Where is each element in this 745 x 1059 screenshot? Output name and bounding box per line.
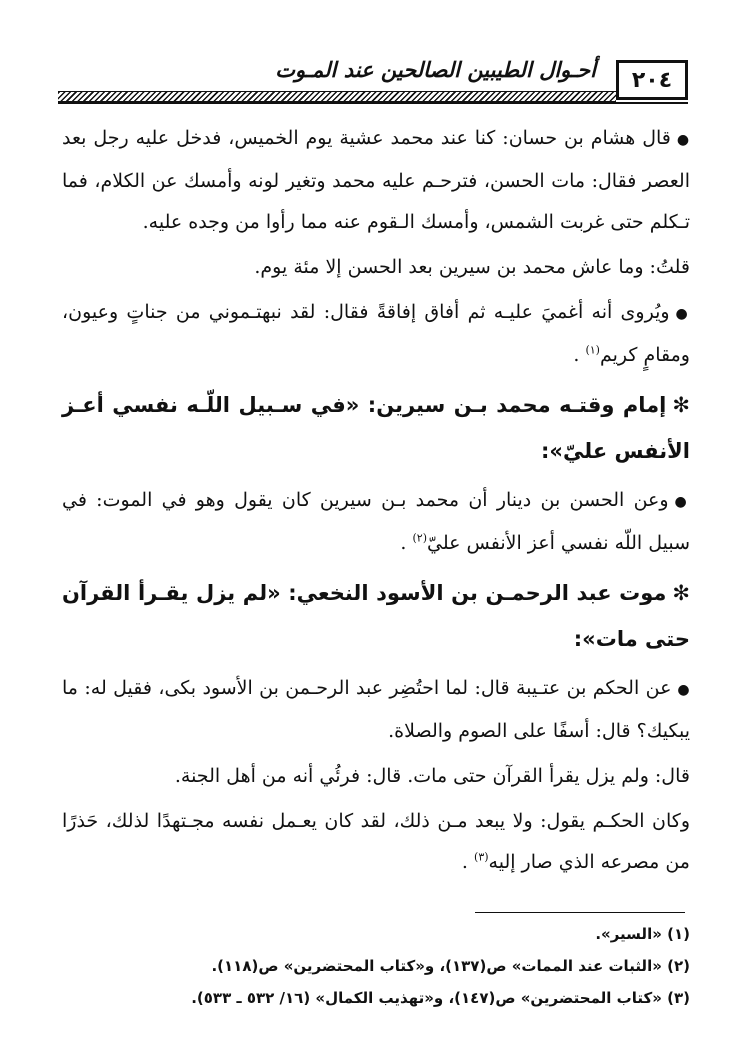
footnote-divider (475, 912, 685, 913)
paragraph-hasan-dinar (62, 480, 690, 564)
heading-text: موت عبد الرحمـن بن الأسود النخعي: «لم يزل يقـرأ القرآن حتى مات»: (62, 581, 690, 651)
paragraph-qultu (62, 247, 690, 288)
paragraph-end: . (400, 532, 413, 554)
footnote-ref: (١) (585, 343, 600, 357)
paragraph-text: عن الحكم بن عتـيبة قال: لما احتُضِر عبد الرحـمن بن الأسود بكى، فقيل له: ما يبكيك؟ قال: أسفًا على الصوم والصلاة. (62, 677, 690, 742)
star-icon: ✻ (672, 581, 690, 605)
paragraph-text: قال هشام بن حسان: كنا عند محمد عشية يوم الخميس، فدخل عليه رجل بعد العصر فقال: مات الحسن، فترحـم عليه محمد وتغير لونه وأمسك عن الكلام، فما تـكلم حتى غربت الشمس، وأمسك الـقوم عنه مما رأوا من وجده عليه. (62, 127, 690, 233)
paragraph-hisham (62, 118, 690, 243)
paragraph-text: ويُروى أنه أغميَ عليـه ثم أفاق إفاقةً فقال: لقد نبهتـموني من جناتٍ وعيون، ومقامٍ كريم (62, 301, 690, 366)
bullet-icon: ● (675, 306, 691, 322)
bullet-icon: ● (676, 132, 690, 148)
page-header (58, 58, 688, 106)
section-heading-ibn-sirin (62, 382, 690, 474)
paragraph-fainting (62, 292, 690, 376)
paragraph-text: قال: ولم يزل يقرأ القرآن حتى مات. قال: فرئُي أنه من أهل الجنة. (174, 765, 690, 787)
section-heading-abdulrahman (62, 570, 690, 662)
paragraph-text: وعن الحسن بن دينار أن محمد بـن سيرين كان يقول وهو في الموت: في سبيل اللّه نفسي أعز الأنفس عليّ (62, 489, 690, 554)
bullet-icon: ● (677, 682, 690, 698)
footnote-2: (٢) «الثبات عند الممات» ص(١٣٧)، و«كتاب المحتضرين» ص(١١٨). (211, 957, 690, 975)
paragraph-quran (62, 756, 690, 797)
paragraph-text: قلتُ: وما عاش محمد بن سيرين بعد الحسن إلا مئة يوم. (254, 256, 690, 278)
page-number: ٢٠٤ (616, 60, 688, 100)
paragraph-end: . (573, 344, 586, 366)
heading-text: إمام وقتـه محمد بـن سيرين: «في سـبيل اللّـه نفسي أعـز الأنفس عليّ»: (62, 393, 690, 463)
header-decorative-rule (58, 91, 616, 102)
footnote-3: (٣) «كتاب المحتضرين» ص(١٤٧)، و«تهذيب الكمال» (١٦/ ٥٣٢ ـ ٥٣٣). (191, 989, 690, 1007)
running-title: أحـوال الطيبين الصالحين عند المـوت (275, 58, 596, 82)
footnote-ref: (٢) (412, 531, 427, 545)
paragraph-end: . (461, 851, 475, 873)
footnote-1: (١) «السير». (595, 925, 690, 943)
paragraph-text: وكان الحكـم يقول: ولا يبعد مـن ذلك، لقد كان يعـمل نفسه مجـتهدًا لذلك، حَذرًا من مصرعه الذي صار إليه (62, 810, 690, 873)
star-icon: ✻ (672, 393, 690, 417)
header-underline (58, 102, 688, 104)
main-text (62, 118, 690, 887)
paragraph-hakam-saying (62, 801, 690, 883)
footnote-ref: (٣) (474, 850, 489, 864)
footnotes (62, 918, 690, 1014)
bullet-icon: ● (674, 494, 690, 510)
paragraph-hakam (62, 668, 690, 752)
